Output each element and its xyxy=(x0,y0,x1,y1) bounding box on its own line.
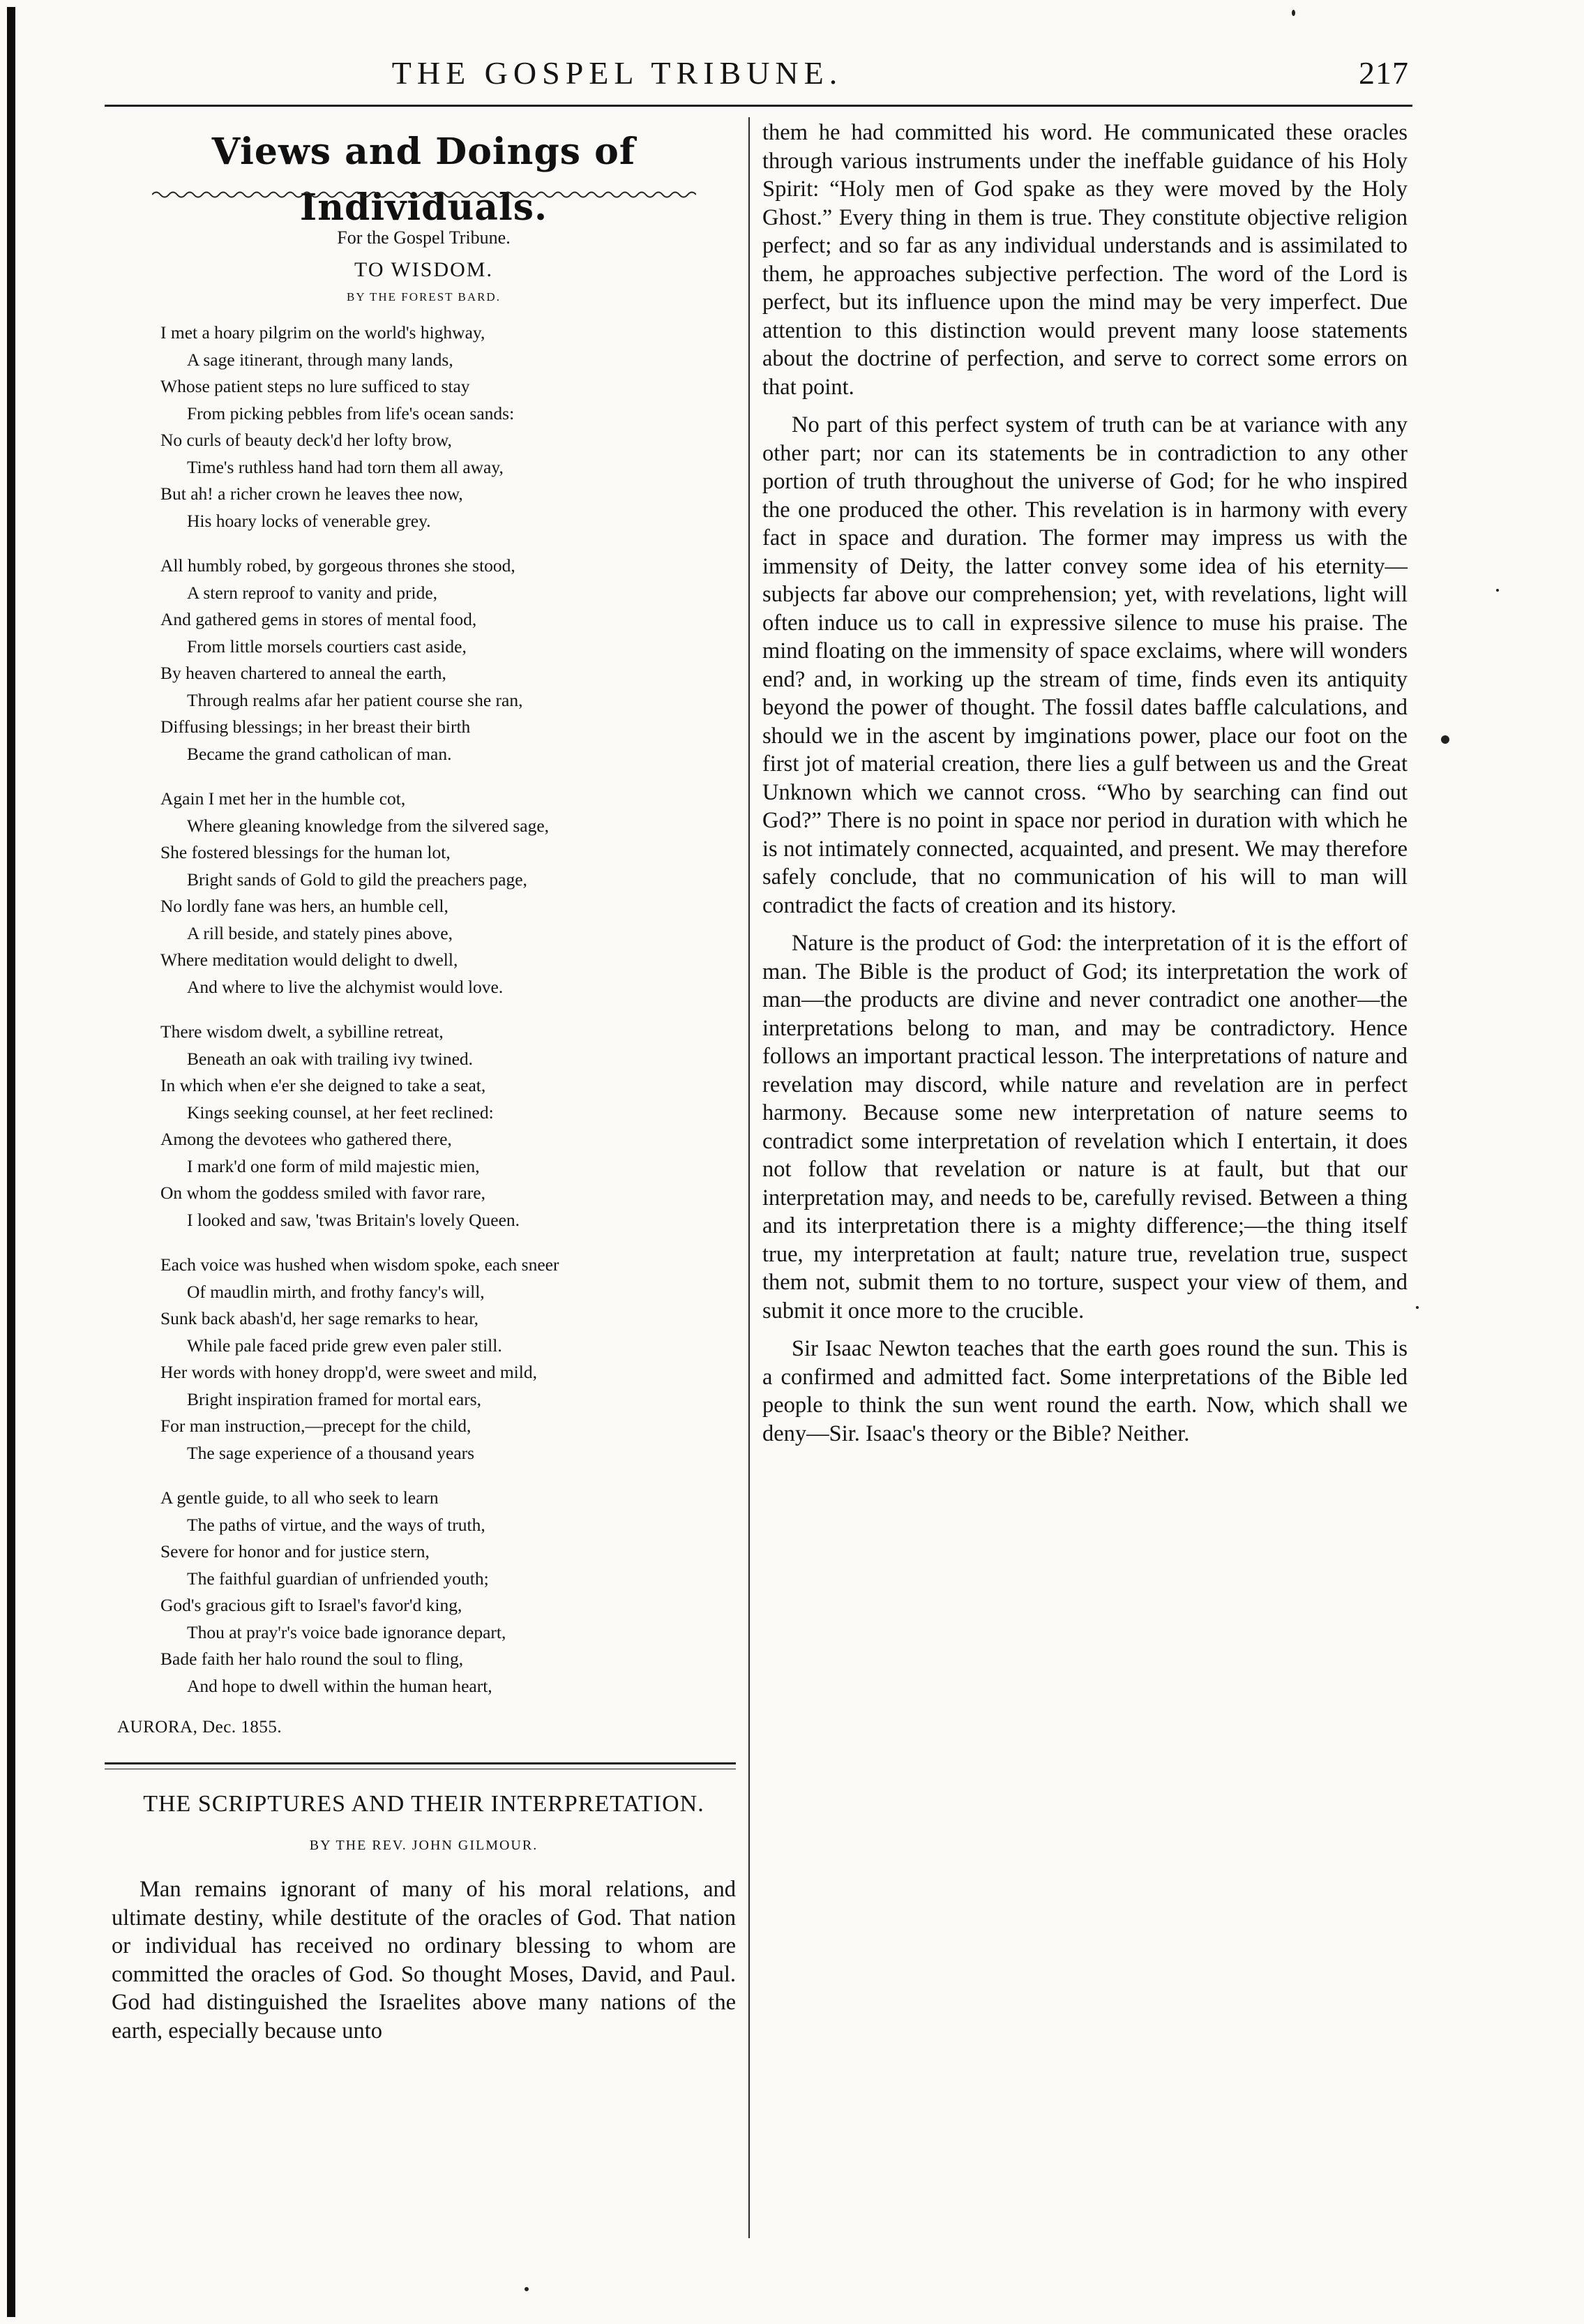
poem-line: She fostered blessings for the human lot, xyxy=(160,842,451,862)
ink-speck xyxy=(1496,589,1499,592)
poem-line: Where meditation would delight to dwell, xyxy=(160,950,458,970)
poem-line: Time's ruthless hand had torn them all away, xyxy=(187,456,504,477)
running-head xyxy=(105,54,1409,96)
poem-line: No curls of beauty deck'd her lofty brow, xyxy=(160,430,452,450)
poem-stanza xyxy=(112,553,736,767)
article-byline: BY THE REV. JOHN GILMOUR. xyxy=(309,1838,538,1853)
poem-line: All humbly robed, by gorgeous thrones she stood, xyxy=(160,555,515,576)
poem-line: Whose patient steps no lure sufficed to stay xyxy=(160,376,470,396)
article-paragraph: them he had committed his word. He communicated these oracles through various instruments under the ineffable guidance of his Holy Spirit: “Holy men of God spake as they were moved by the Holy Ghost.” Every thing in them is true. They constitute objective religion perfect; and so far as any individual understands and is assimilated to them, he approaches subjective perfection. The word of the Lord is perfect, but its influence upon the mind may be very imperfect. Due attention to this distinction would prevent many loose statements about the doctrine of perfection, and serve to correct some errors on that point. xyxy=(762,120,1408,400)
poem-line: Bade faith her halo round the soul to fling, xyxy=(160,1649,464,1669)
article-paragraph: Nature is the product of God: the interpretation of it is the effort of man. The Bible is the product of God; its interpretation the work of man—the products are divine and never contradict one another—the interpretations belong to man, and may be contradictory. Hence follows an important practical lesson. The interpretations of nature and revelation may discord, while nature and revelation are in perfect harmony. Because some new interpretation of nature seems to contradict some interpretation of revelation which I entertain, it does not follow that revelation or nature is at fault, but that our interpretation may, and needs to be, carefully revised. Between a thing and its interpretation there is a mighty difference;—the thing itself true, my interpretation at fault; nature true, revelation true, suspect them not, submit them to no torture, suspect your view of them, and submit it once more to the crucible. xyxy=(762,931,1408,1324)
poem-line: God's gracious gift to Israel's favor'd king, xyxy=(160,1595,462,1615)
poem-line: Beneath an oak with trailing ivy twined. xyxy=(187,1048,474,1069)
poem-line: A stern reproof to vanity and pride, xyxy=(187,582,438,603)
poem-line: Became the grand catholican of man. xyxy=(187,743,452,764)
right-column xyxy=(762,119,1408,1448)
poem-stanza xyxy=(112,1485,736,1700)
poem-line: In which when e'er she deigned to take a seat, xyxy=(160,1075,486,1095)
ink-speck xyxy=(1441,735,1449,744)
poem-line: By heaven chartered to anneal the earth, xyxy=(160,663,446,683)
poem-line: Bright sands of Gold to gild the preachers page, xyxy=(187,869,527,890)
poem-line: Kings seeking counsel, at her feet reclined: xyxy=(187,1102,494,1123)
binding-edge xyxy=(7,7,15,2317)
poem-line: Through realms afar her patient course she ran, xyxy=(187,689,523,710)
poem-body xyxy=(112,320,736,1700)
poem-line: For man instruction,—precept for the child, xyxy=(160,1416,472,1436)
poem-line: No lordly fane was hers, an humble cell, xyxy=(160,896,448,916)
poem-line: And hope to dwell within the human heart, xyxy=(187,1675,492,1696)
article-paragraph: Man remains ignorant of many of his moral relations, and ultimate destiny, while destitute of the oracles of God. That nation or individual has received no ordinary blessing to whom are committed the oracles of God. So thought Moses, David, and Paul. God had distinguished the Israelites above many nations of the earth, especially because unto xyxy=(112,1877,736,2044)
poem-line: I mark'd one form of mild majestic mien, xyxy=(187,1155,480,1176)
poem-line: There wisdom dwelt, a sybilline retreat, xyxy=(160,1021,444,1042)
poem-line: But ah! a richer crown he leaves thee now, xyxy=(160,483,463,504)
poem-line: Again I met her in the humble cot, xyxy=(160,788,406,809)
poem-line: Thou at pray'r's voice bade ignorance depart, xyxy=(187,1621,506,1642)
header-rule xyxy=(105,105,1412,107)
poem-line: I looked and saw, 'twas Britain's lovely Queen. xyxy=(187,1209,520,1230)
poem-title: TO WISDOM. xyxy=(354,258,493,281)
poem-line: Bright inspiration framed for mortal ears, xyxy=(187,1388,482,1409)
poem-stanza xyxy=(112,1252,736,1467)
poem-line: From little morsels courtiers cast aside, xyxy=(187,636,467,657)
section-rule xyxy=(105,1762,736,1764)
left-column xyxy=(112,119,736,2045)
article-paragraph: No part of this perfect system of truth can be at variance with any other part; nor can its statements be in contradiction to any other portion of truth throughout the universe of God; for he who inspired the one produced the other. This revelation is in harmony with every fact in space and duration. The former may impress us with the immensity of Deity, the latter convey some idea of his eternity—subjects far above our comprehension; yet, with revelations, light will often induce us to call in expressive silence to muse his praise. The mind floating on the immensity of space exclaims, where will wonders end? and, in working up the stream of time, finds even its antiquity beyond the power of thought. The fossil dates baffle calculations, and should we in the ascent by imginations power, place our foot on the first jot of material creation, there lies a gulf between us and the Great Unknown which we cannot cross. “Who by searching can find out God?” There is no point in space nor period in duration with which he is not intimately connected, acquainted, and present. We may therefore safely conclude, that no communication of his will to man will contradict the facts of creation and its history. xyxy=(762,412,1408,918)
poem-line: On whom the goddess smiled with favor rare, xyxy=(160,1183,485,1203)
poem-line: And gathered gems in stores of mental food, xyxy=(160,609,477,629)
poem-author: BY THE FOREST BARD. xyxy=(347,290,501,303)
poem-signoff: AURORA, Dec. 1855. xyxy=(117,1718,282,1737)
poem-line: A rill beside, and stately pines above, xyxy=(187,922,453,943)
poem-line: A gentle guide, to all who seek to learn xyxy=(160,1487,439,1508)
department-heading: Views and Doings of Individuals. xyxy=(211,130,636,229)
poem-line: Her words with honey dropp'd, were sweet and mild, xyxy=(160,1362,537,1382)
poem-line: Each voice was hushed when wisdom spoke, each sneer xyxy=(160,1254,559,1275)
article-paragraph: Sir Isaac Newton teaches that the earth goes round the sun. This is a confirmed and admitted fact. Some interpretations of the Bible led people to think the sun went round the earth. Now, which shall we deny—Sir. Isaac's theory or the Bible? Neither. xyxy=(762,1336,1408,1446)
page-number: 217 xyxy=(1359,55,1409,91)
poem-line: A sage itinerant, through many lands, xyxy=(187,349,453,370)
poem-line: Sunk back abash'd, her sage remarks to hear, xyxy=(160,1308,479,1328)
ink-speck xyxy=(525,2287,529,2291)
poem-line: The faithful guardian of unfriended youth; xyxy=(187,1568,489,1589)
poem-line: And where to live the alchymist would love. xyxy=(187,976,504,997)
poem-line: While pale faced pride grew even paler still. xyxy=(187,1335,502,1356)
poem-line: Diffusing blessings; in her breast their birth xyxy=(160,717,471,737)
poem-line: Severe for honor and for justice stern, xyxy=(160,1541,430,1561)
poem-stanza xyxy=(112,320,736,534)
poem-source: For the Gospel Tribune. xyxy=(337,227,511,248)
poem-line: Among the devotees who gathered there, xyxy=(160,1129,452,1149)
ink-speck xyxy=(1292,10,1295,16)
poem-line: The paths of virtue, and the ways of truth, xyxy=(187,1514,485,1535)
article-body-left xyxy=(112,1875,736,2045)
column-divider xyxy=(748,117,750,2238)
poem-line: The sage experience of a thousand years xyxy=(187,1442,475,1463)
poem-line: Of maudlin mirth, and frothy fancy's will, xyxy=(187,1281,485,1302)
poem-line: His hoary locks of venerable grey. xyxy=(187,510,431,531)
poem-line: Where gleaning knowledge from the silvered sage, xyxy=(187,815,550,836)
poem-stanza xyxy=(112,1019,736,1234)
poem-line: From picking pebbles from life's ocean sands: xyxy=(187,403,515,423)
article-title: THE SCRIPTURES AND THEIR INTERPRETATION. xyxy=(143,1791,704,1817)
poem-stanza xyxy=(112,786,736,1000)
poem-line: I met a hoary pilgrim on the world's highway, xyxy=(160,322,485,343)
ink-speck xyxy=(1416,1306,1419,1309)
article-body-right xyxy=(762,119,1408,1448)
publication-title: THE GOSPEL TRIBUNE. xyxy=(391,55,843,91)
